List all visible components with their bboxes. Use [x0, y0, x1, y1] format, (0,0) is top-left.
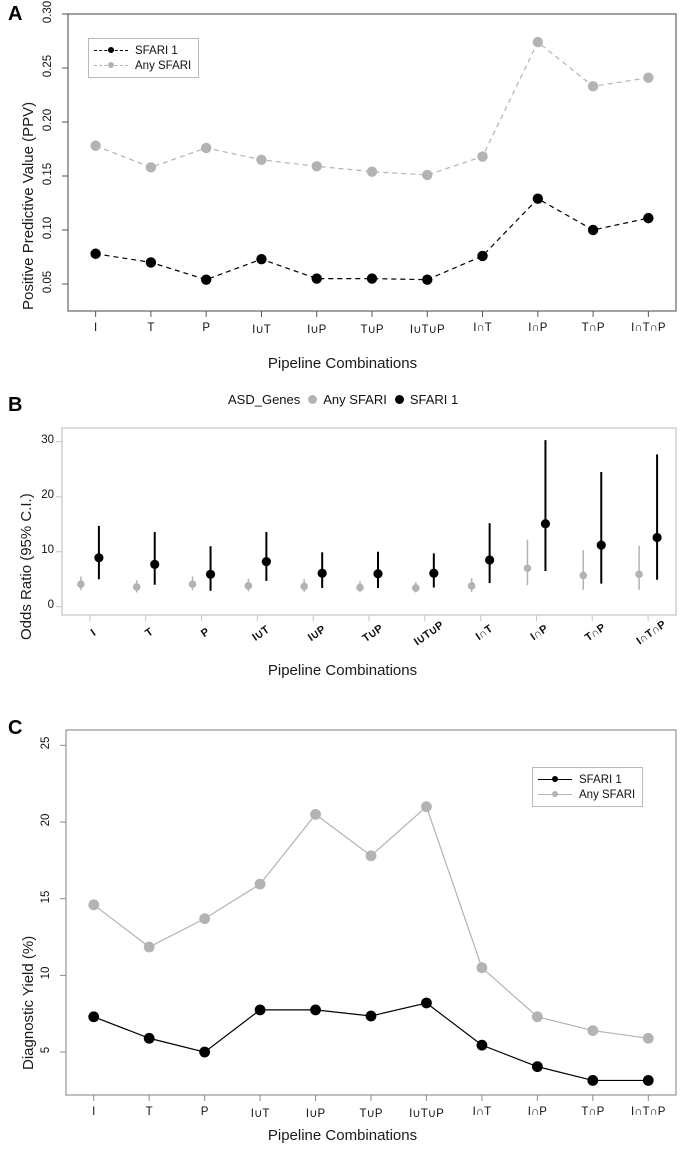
legend-item: [94, 58, 191, 73]
x-tick-label: P: [200, 1106, 209, 1118]
legend-label: SFARI 1: [135, 44, 178, 57]
panel-b-x-axis-title: Pipeline Combinations: [267, 662, 418, 679]
x-tick-label: I: [92, 1106, 96, 1118]
x-tick-label: I∪T∪P: [411, 619, 446, 649]
panel-c-y-axis-title: Diagnostic Yield (%): [20, 935, 37, 1070]
panel-c-label: C: [8, 717, 23, 739]
legend-label: SFARI 1: [409, 392, 459, 407]
panel-a-legend: [88, 38, 199, 78]
y-tick-label: 0.10: [42, 216, 54, 240]
legend-item: [538, 772, 635, 787]
y-tick-label: 0.15: [42, 162, 54, 186]
x-tick-label: I∪T: [252, 324, 271, 336]
y-tick-label: 5: [40, 1046, 52, 1054]
x-tick-label: T∩P: [581, 1106, 605, 1118]
y-tick-label: 25: [40, 736, 52, 750]
legend-marker-icon: [94, 60, 128, 71]
y-tick-label: 10: [40, 966, 52, 980]
legend-item: [538, 787, 635, 802]
y-tick-label: 20: [40, 813, 52, 827]
panel-c: [0, 700, 685, 1154]
y-tick-label: 15: [40, 890, 52, 904]
panel-c-x-axis-title: Pipeline Combinations: [267, 1127, 418, 1144]
x-tick-label: I∩P: [527, 1106, 547, 1118]
legend-marker-icon: [538, 774, 572, 785]
y-tick-label: 10: [41, 543, 54, 556]
x-tick-label: P: [202, 322, 210, 334]
y-tick-label: 0.30: [42, 0, 54, 24]
x-tick-label: T∩P: [583, 621, 609, 645]
x-tick-label: I∪P: [305, 1108, 326, 1120]
panel-a-y-axis-title: Positive Predictive Value (PPV): [20, 101, 37, 310]
panel-b-plot: [0, 380, 685, 700]
panel-a: [0, 0, 685, 380]
y-tick-label: 0: [47, 598, 54, 611]
panel-b-y-axis-title: Odds Ratio (95% C.I.): [18, 493, 35, 640]
legend-item: [94, 43, 191, 58]
x-tick-label: I: [88, 627, 99, 639]
x-tick-label: T∪P: [360, 324, 384, 336]
y-tick-label: 20: [41, 488, 54, 501]
panel-b-label: B: [8, 394, 23, 416]
x-tick-label: I∩T∩P: [634, 618, 669, 648]
x-tick-label: I∩P: [528, 322, 548, 334]
x-tick-label: T∩P: [581, 322, 605, 334]
panel-a-label: A: [8, 3, 23, 25]
x-tick-label: I∪P: [306, 623, 329, 644]
y-tick-label: 0.25: [42, 54, 54, 78]
panel-c-legend: [532, 767, 643, 807]
x-tick-label: T: [147, 322, 155, 334]
x-tick-label: I∩T: [473, 322, 492, 334]
x-tick-label: I∪T: [250, 623, 273, 644]
y-tick-label: 0.20: [42, 108, 54, 132]
legend-title: ASD_Genes: [228, 392, 301, 407]
panel-a-x-axis-title: Pipeline Combinations: [267, 355, 418, 372]
legend-marker-icon: [538, 789, 572, 800]
y-tick-label: 0.05: [42, 270, 54, 294]
legend-marker-icon: [94, 45, 128, 56]
y-tick-label: 30: [41, 433, 54, 446]
x-tick-label: I∩T∩P: [631, 322, 666, 334]
x-tick-label: I∪T∪P: [409, 324, 445, 336]
legend-label: Any SFARI: [135, 59, 192, 72]
x-tick-label: T∪P: [359, 1108, 383, 1120]
x-tick-label: T∪P: [360, 622, 386, 645]
legend-label: SFARI 1: [579, 773, 622, 786]
legend-label: Any SFARI: [579, 788, 636, 801]
x-tick-label: I∩P: [528, 622, 551, 644]
x-tick-label: I∩T∩P: [631, 1106, 666, 1118]
x-tick-label: I∪P: [307, 324, 327, 336]
x-tick-label: T: [145, 1106, 153, 1118]
x-tick-label: I∩T: [473, 622, 495, 643]
x-tick-label: I∪T∪P: [409, 1108, 444, 1120]
panel-b: [0, 380, 685, 700]
x-tick-label: I∩T: [472, 1106, 492, 1118]
legend-label: Any SFARI: [323, 392, 387, 407]
x-tick-label: P: [198, 625, 212, 640]
x-tick-label: I∪T: [250, 1108, 270, 1120]
x-tick-label: I: [94, 322, 98, 334]
x-tick-label: T: [142, 626, 156, 640]
